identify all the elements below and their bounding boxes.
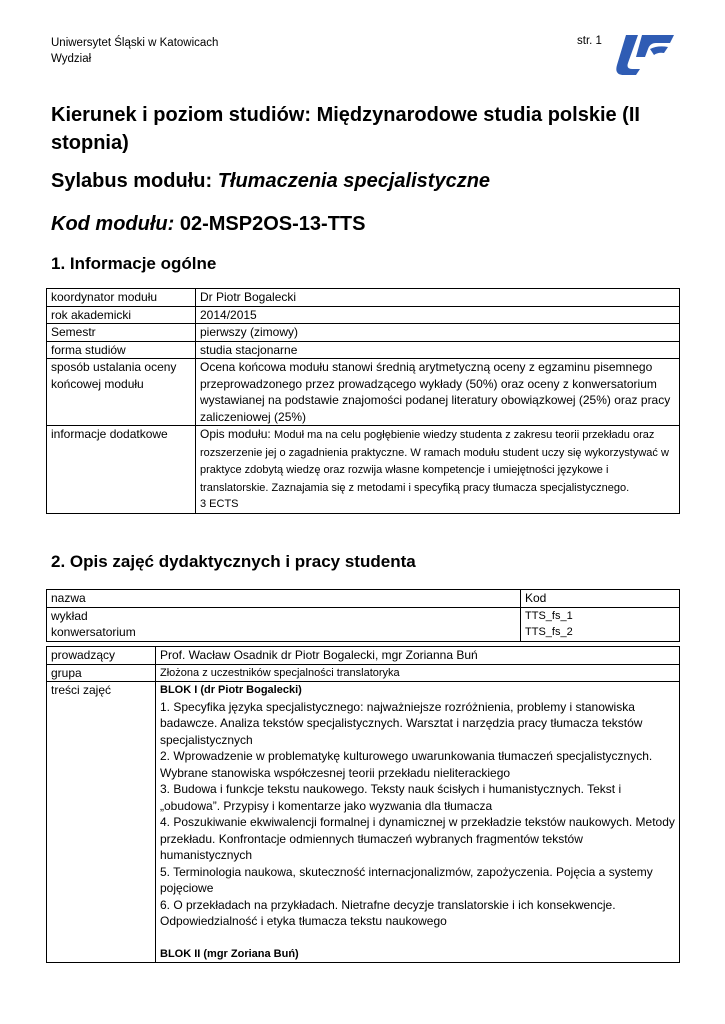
teachers-value: Prof. Wacław Osadnik dr Piotr Bogalecki, mgr Zorianna Buń — [156, 647, 680, 665]
module-code — [51, 213, 365, 236]
block-title: BLOK I (dr Piotr Bogalecki) — [160, 684, 302, 696]
class-content — [156, 682, 680, 963]
table-row — [47, 359, 680, 426]
class-name: wykład — [51, 608, 88, 623]
section-heading-classes: 2. Opis zajęć dydaktycznych i pracy studenta — [51, 552, 416, 571]
table-value: pierwszy (zimowy) — [196, 324, 680, 342]
table-key: koordynator modułu — [47, 289, 196, 307]
table-row — [47, 324, 680, 342]
class-code: TTS_fs_2 — [525, 626, 573, 638]
module-name: Tłumaczenia specjalistyczne — [217, 170, 491, 192]
class-names — [47, 607, 521, 641]
content-item: 2. Wprowadzenie w problematykę kulturowego uwarunkowania tłumaczeń specjalistycznych. Wybrane stanowiska współczesnej teorii przekładu nieliterackiego — [160, 749, 653, 780]
table-key: rok akademicki — [47, 306, 196, 324]
class-code: TTS_fs_1 — [525, 609, 573, 622]
table-key: sposób ustalania oceny końcowej modułu — [47, 359, 196, 426]
table-value: 2014/2015 — [196, 306, 680, 324]
general-info-table — [46, 288, 680, 514]
module-description — [196, 426, 680, 514]
module-title — [51, 170, 490, 193]
university-name: Uniwersytet Śląski w Katowicach — [51, 37, 219, 49]
section-heading-general: 1. Informacje ogólne — [51, 254, 217, 273]
class-name: konwersatorium — [51, 625, 136, 639]
table-key: prowadzący — [47, 647, 156, 665]
table-header-row — [47, 590, 680, 608]
content-item: 3. Budowa i funkcje tekstu naukowego. Teksty nauk ścisłych i humanistycznych. Tekst i „obudowa”. Przypisy i komentarze jako wyzwania dla tłumacza — [160, 782, 622, 813]
table-key: treści zajęć — [47, 682, 156, 963]
description-text: Moduł ma na celu pogłębienie wiedzy studenta z zakresu teorii przekładu oraz rozszerzenie jej o zagadnienia praktyczne. W ramach modułu student uczy się wykorzystywać w praktyce zdobytą wiedzę oraz rozwija własne kompetencje i umiejętności językowe i translatorskie. Zaznajamia się z metodami i specyfiką pracy tłumacza specjalistycznego. — [200, 429, 669, 494]
class-codes — [521, 607, 680, 641]
us-logo-icon — [608, 33, 678, 77]
class-details-table — [46, 646, 680, 963]
faculty-name: Wydział — [51, 53, 92, 65]
table-key: grupa — [47, 664, 156, 682]
content-item: 1. Specyfika języka specjalistycznego: najważniejsze rozróżnienia, problemy i stanowiska badawcze. Analiza tekstów specjalistycznych. Warsztat i narzędzia pracy tłumacza tekstów specjalistycznych — [160, 699, 643, 747]
table-row — [47, 607, 680, 641]
group-value: Złożona z uczestników specjalności translatoryka — [156, 664, 680, 682]
table-row — [47, 289, 680, 307]
content-item: 5. Terminologia naukowa, skuteczność internacjonalizmów, zapożyczenia. Pojęcia a systemy pojęciowe — [160, 864, 653, 895]
table-value: Dr Piotr Bogalecki — [196, 289, 680, 307]
table-row — [47, 647, 680, 665]
table-key: forma studiów — [47, 341, 196, 359]
table-value: studia stacjonarne — [196, 341, 680, 359]
description-label: Opis modułu: — [200, 427, 275, 441]
ects-value: 3 ECTS — [200, 498, 239, 510]
table-row — [47, 306, 680, 324]
content-item: 6. O przekładach na przykładach. Nietrafne decyzje translatorskie i ich konsekwencje. Odpowiedzialność i etyka tłumacza tekstu naukowego — [160, 897, 616, 928]
classes-table — [46, 589, 680, 642]
table-row — [47, 682, 680, 963]
page-title: Kierunek i poziom studiów: Międzynarodowe studia polskie (II stopnia) — [51, 104, 640, 154]
column-header-code: Kod — [521, 590, 680, 608]
table-row — [47, 664, 680, 682]
page-number: str. 1 — [577, 35, 602, 47]
block-title: BLOK II (mgr Zoriana Buń) — [160, 947, 299, 960]
module-code-value: 02-MSP2OS-13-TTS — [174, 213, 366, 235]
column-header-name: nazwa — [47, 590, 521, 608]
spacer — [160, 930, 675, 946]
content-item: 4. Poszukiwanie ekwiwalencji formalnej i dynamicznej w przekładzie tekstów naukowych. Metody przekładu. Konfrontacje odmiennych tłumaczeń wybranych fragmentów tekstów humanistycznych — [160, 815, 675, 862]
table-key: Semestr — [47, 324, 196, 342]
page-header — [51, 35, 218, 67]
module-label: Sylabus modułu: — [51, 170, 218, 192]
table-value: Ocena końcowa modułu stanowi średnią arytmetyczną oceny z egzaminu pisemnego przeprowadzonego przez prowadzącego wykłady (50%) oraz oceny z konwersatorium wystawianej na podstawie znajomości podanej literatury obowiązkowej (25%) oraz pracy zaliczeniowej (25%) — [196, 359, 680, 426]
table-row — [47, 426, 680, 514]
table-key: informacje dodatkowe — [47, 426, 196, 514]
table-row — [47, 341, 680, 359]
module-code-label: Kod modułu: — [51, 213, 175, 235]
